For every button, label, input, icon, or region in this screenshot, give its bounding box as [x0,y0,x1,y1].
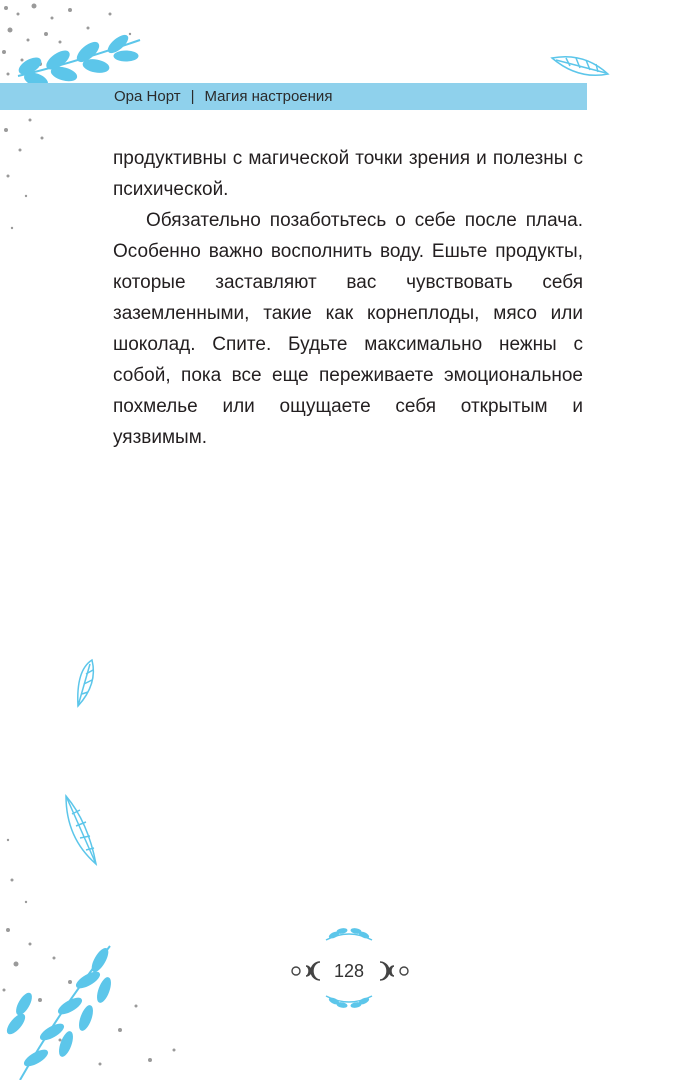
leaf-branch-icon [17,32,140,89]
feather-icon [552,57,608,76]
leaf-branch-icon [4,946,113,1080]
header-author: Ора Норт [114,88,181,105]
header-separator: | [190,88,195,105]
paragraph: Обязательно позаботьтесь о себе после плача. Особенно важно восполнить воду. Ешьте продукты, которые заставляют вас чувствовать себя заземленными, такие как корнеплоды, мясо или шоколад. Спите. Будьте максимально нежны с собой, пока все еще переживаете эмоциональное похмелье или ощущаете себя открытым и уязвимым. [113,210,583,448]
speckle-texture-top [2,4,131,230]
header-book-title: Магия настроения [204,88,333,105]
feather-icon [78,660,94,706]
page-body [113,143,583,453]
speckle-texture-bottom [3,839,176,1066]
feather-icon [66,796,96,864]
paragraph-continued: продуктивны с магической точки зрения и полезны с психической. [113,148,583,200]
running-header [114,87,332,107]
page-number: 128 [333,961,365,981]
